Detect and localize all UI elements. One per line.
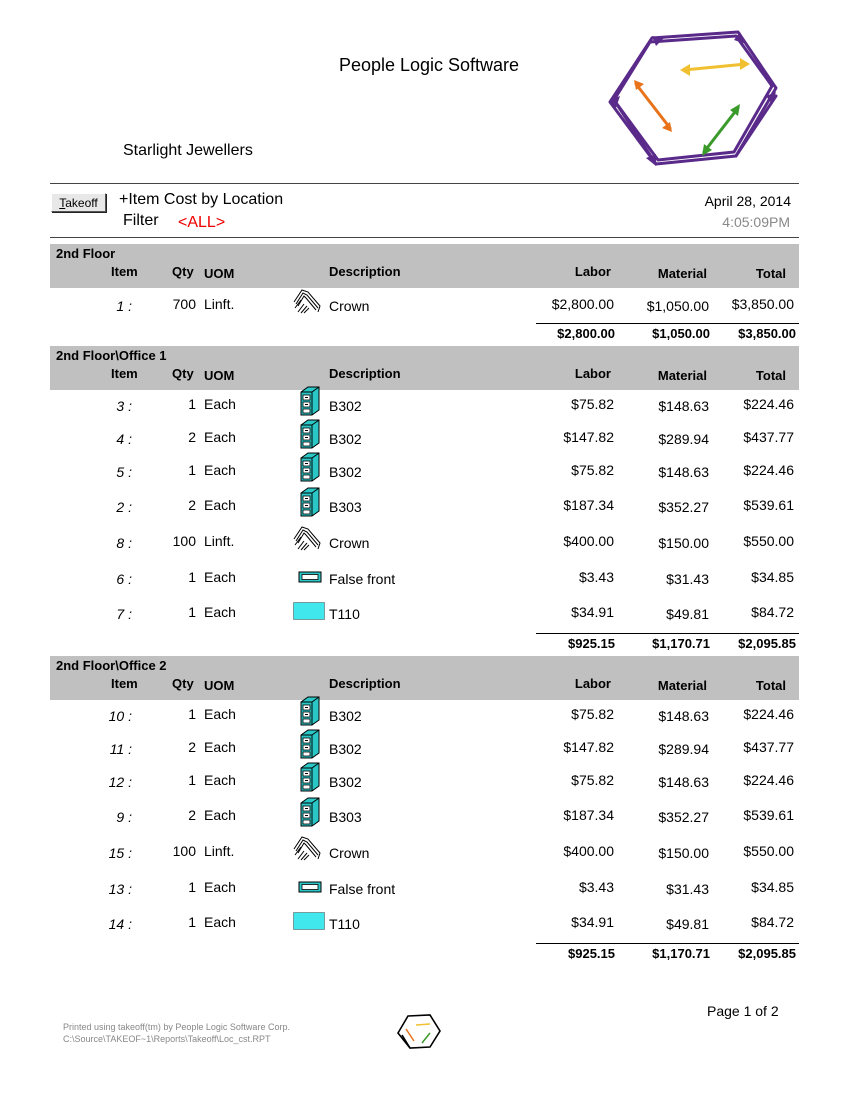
- customer-name: Starlight Jewellers: [123, 142, 253, 159]
- subtotal-labor: $925.15: [568, 946, 615, 961]
- item-description: Crown: [329, 535, 370, 551]
- column-header-qty: Qty: [172, 366, 194, 381]
- item-number: 15 :: [108, 845, 132, 861]
- item-uom: Each: [204, 706, 236, 722]
- item-labor: $147.82: [563, 429, 614, 445]
- false-front-icon: [298, 880, 322, 898]
- company-logo: [600, 26, 790, 176]
- item-number: 12 :: [108, 774, 132, 790]
- item-material: $148.63: [658, 464, 709, 480]
- crown-molding-icon: [292, 525, 322, 556]
- item-number: 6 :: [116, 571, 132, 587]
- filter-label: Filter: [123, 212, 159, 229]
- item-qty: 2: [188, 497, 196, 513]
- item-labor: $34.91: [571, 914, 614, 930]
- subtotal-total: $3,850.00: [738, 326, 796, 341]
- item-total: $437.77: [743, 739, 794, 755]
- filter-value: <ALL>: [178, 214, 226, 231]
- item-total: $34.85: [751, 569, 794, 585]
- item-number: 8 :: [116, 535, 132, 551]
- item-total: $34.85: [751, 879, 794, 895]
- item-uom: Each: [204, 879, 236, 895]
- item-qty: 700: [172, 296, 196, 312]
- item-material: $150.00: [658, 845, 709, 861]
- item-qty: 1: [188, 396, 196, 412]
- header-rule-top: [50, 183, 799, 184]
- item-total: $550.00: [743, 533, 794, 549]
- item-qty: 100: [172, 843, 196, 859]
- item-material: $289.94: [658, 741, 709, 757]
- item-number: 2 :: [116, 499, 132, 515]
- item-total: $224.46: [743, 462, 794, 478]
- column-header-description: Description: [329, 264, 401, 279]
- item-total: $84.72: [751, 914, 794, 930]
- item-labor: $75.82: [571, 706, 614, 722]
- item-uom: Each: [204, 569, 236, 585]
- subtotal-material: $1,170.71: [652, 946, 710, 961]
- report-title: +Item Cost by Location: [119, 191, 284, 208]
- column-header-material: Material: [657, 368, 707, 383]
- item-qty: 2: [188, 807, 196, 823]
- item-labor: $34.91: [571, 604, 614, 620]
- column-header-uom: UOM: [204, 266, 235, 281]
- item-labor: $187.34: [563, 497, 614, 513]
- item-uom: Linft.: [204, 296, 235, 312]
- item-number: 13 :: [108, 881, 132, 897]
- column-header-description: Description: [329, 366, 401, 381]
- subtotal-rule: [536, 943, 799, 944]
- cabinet-icon: [298, 452, 320, 487]
- item-uom: Each: [204, 772, 236, 788]
- item-qty: 1: [188, 914, 196, 930]
- cabinet-icon: [298, 419, 320, 454]
- item-uom: Linft.: [204, 843, 235, 859]
- item-description: False front: [329, 571, 396, 587]
- cabinet-icon: [298, 797, 320, 832]
- item-qty: 1: [188, 772, 196, 788]
- item-total: $224.46: [743, 706, 794, 722]
- column-header-uom: UOM: [204, 368, 235, 383]
- item-labor: $75.82: [571, 396, 614, 412]
- item-description: Crown: [329, 298, 370, 314]
- item-labor: $2,800.00: [551, 296, 614, 312]
- location-name: 2nd Floor\Office 1: [56, 348, 167, 363]
- item-total: $539.61: [743, 807, 794, 823]
- item-labor: $400.00: [563, 843, 614, 859]
- item-material: $148.63: [658, 398, 709, 414]
- report-path: C:\Source\TAKEOF~1\Reports\Takeoff\Loc_cst.RPT: [63, 1034, 271, 1044]
- column-header-total: Total: [755, 266, 786, 281]
- subtotal-material: $1,050.00: [652, 326, 710, 341]
- item-material: $1,050.00: [646, 298, 709, 314]
- countertop-icon: [293, 912, 325, 935]
- cabinet-icon: [298, 729, 320, 764]
- column-header-qty: Qty: [172, 264, 194, 279]
- item-qty: 2: [188, 739, 196, 755]
- item-material: $150.00: [658, 535, 709, 551]
- column-header-labor: Labor: [574, 676, 611, 691]
- subtotal-total: $2,095.85: [738, 946, 796, 961]
- item-description: T110: [329, 916, 360, 932]
- false-front-icon: [298, 570, 322, 588]
- item-number: 14 :: [108, 916, 132, 932]
- item-qty: 1: [188, 462, 196, 478]
- report-date: April 28, 2014: [704, 193, 791, 209]
- item-uom: Each: [204, 914, 236, 930]
- takeoff-button-label: Takeoff: [59, 196, 98, 210]
- cabinet-icon: [298, 487, 320, 522]
- column-header-material: Material: [657, 678, 707, 693]
- header-rule-bottom: [50, 237, 799, 238]
- subtotal-rule: [536, 633, 799, 634]
- crown-molding-icon: [292, 288, 322, 319]
- cabinet-icon: [298, 386, 320, 421]
- item-description: B302: [329, 741, 362, 757]
- item-description: B302: [329, 398, 362, 414]
- item-uom: Each: [204, 497, 236, 513]
- item-uom: Each: [204, 739, 236, 755]
- item-material: $49.81: [666, 606, 709, 622]
- column-header-qty: Qty: [172, 676, 194, 691]
- column-header-description: Description: [329, 676, 401, 691]
- item-qty: 1: [188, 604, 196, 620]
- item-description: Crown: [329, 845, 370, 861]
- page-number: Page 1 of 2: [707, 1003, 779, 1019]
- item-description: B302: [329, 431, 362, 447]
- item-material: $31.43: [666, 881, 709, 897]
- item-labor: $3.43: [578, 569, 614, 585]
- item-labor: $400.00: [563, 533, 614, 549]
- item-number: 5 :: [116, 464, 132, 480]
- takeoff-button[interactable]: [51, 193, 106, 212]
- item-description: B302: [329, 708, 362, 724]
- column-header-item: Item: [111, 264, 138, 279]
- location-name: 2nd Floor\Office 2: [56, 658, 167, 673]
- item-total: $224.46: [743, 772, 794, 788]
- subtotal-labor: $925.15: [568, 636, 615, 651]
- column-header-uom: UOM: [204, 678, 235, 693]
- item-total: $3,850.00: [731, 296, 794, 312]
- column-header-material: Material: [657, 266, 707, 281]
- item-description: T110: [329, 606, 360, 622]
- item-number: 1 :: [116, 298, 132, 314]
- item-number: 10 :: [108, 708, 132, 724]
- item-material: $148.63: [658, 708, 709, 724]
- column-header-labor: Labor: [574, 264, 611, 279]
- item-total: $539.61: [743, 497, 794, 513]
- crown-molding-icon: [292, 835, 322, 866]
- printed-by: Printed using takeoff(tm) by People Logic Software Corp.: [63, 1022, 290, 1032]
- report-time: 4:05:09PM: [722, 214, 790, 230]
- item-material: $352.27: [658, 499, 709, 515]
- column-header-item: Item: [111, 366, 138, 381]
- item-number: 3 :: [116, 398, 132, 414]
- company-name: People Logic Software: [338, 55, 520, 75]
- item-qty: 1: [188, 879, 196, 895]
- item-number: 4 :: [116, 431, 132, 447]
- item-material: $289.94: [658, 431, 709, 447]
- item-total: $84.72: [751, 604, 794, 620]
- subtotal-rule: [536, 323, 799, 324]
- subtotal-total: $2,095.85: [738, 636, 796, 651]
- item-description: B303: [329, 499, 362, 515]
- item-description: B302: [329, 774, 362, 790]
- item-labor: $75.82: [571, 462, 614, 478]
- column-header-total: Total: [755, 368, 786, 383]
- item-uom: Each: [204, 396, 236, 412]
- item-description: False front: [329, 881, 396, 897]
- item-labor: $147.82: [563, 739, 614, 755]
- footer-logo-icon: [396, 1013, 442, 1051]
- item-labor: $3.43: [578, 879, 614, 895]
- countertop-icon: [293, 602, 325, 625]
- item-description: B302: [329, 464, 362, 480]
- item-total: $550.00: [743, 843, 794, 859]
- item-labor: $187.34: [563, 807, 614, 823]
- item-number: 7 :: [116, 606, 132, 622]
- column-header-total: Total: [755, 678, 786, 693]
- cabinet-icon: [298, 762, 320, 797]
- item-labor: $75.82: [571, 772, 614, 788]
- item-uom: Each: [204, 429, 236, 445]
- item-qty: 1: [188, 706, 196, 722]
- item-uom: Each: [204, 604, 236, 620]
- cabinet-icon: [298, 696, 320, 731]
- item-uom: Each: [204, 462, 236, 478]
- item-description: B303: [329, 809, 362, 825]
- item-material: $352.27: [658, 809, 709, 825]
- item-number: 11 :: [109, 741, 132, 757]
- item-qty: 2: [188, 429, 196, 445]
- subtotal-material: $1,170.71: [652, 636, 710, 651]
- item-material: $31.43: [666, 571, 709, 587]
- item-material: $49.81: [666, 916, 709, 932]
- item-uom: Linft.: [204, 533, 235, 549]
- column-header-item: Item: [111, 676, 138, 691]
- column-header-labor: Labor: [574, 366, 611, 381]
- item-total: $224.46: [743, 396, 794, 412]
- location-name: 2nd Floor: [56, 246, 116, 261]
- item-uom: Each: [204, 807, 236, 823]
- item-total: $437.77: [743, 429, 794, 445]
- item-qty: 1: [188, 569, 196, 585]
- item-number: 9 :: [116, 809, 132, 825]
- item-qty: 100: [172, 533, 196, 549]
- subtotal-labor: $2,800.00: [557, 326, 615, 341]
- item-material: $148.63: [658, 774, 709, 790]
